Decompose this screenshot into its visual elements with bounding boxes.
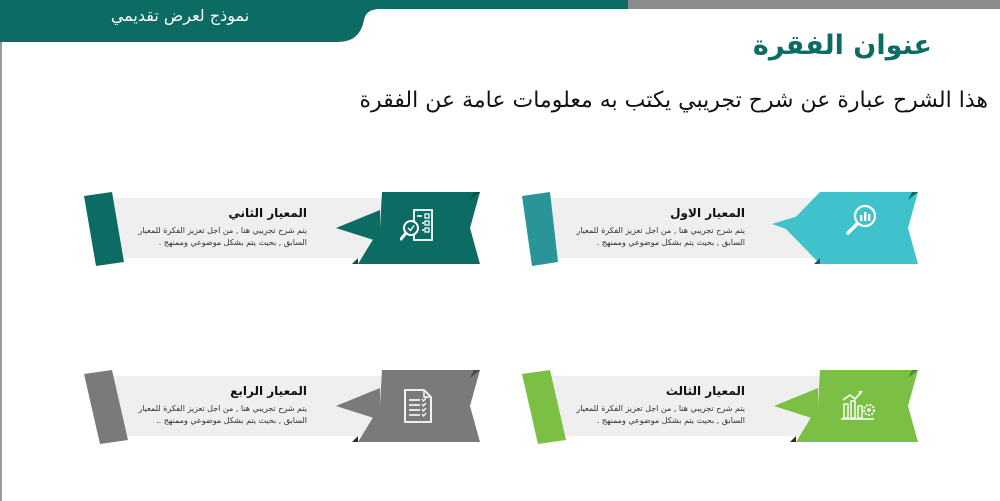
criterion-card-1 (520, 190, 940, 270)
checklist-magnifier-icon (400, 208, 436, 244)
criterion-card-3 (520, 368, 940, 448)
card-body: يتم شرح تجريبي هنا , من اجل تعزيز الفكرة للمعيار السابق , بحيث يتم بشكل موضوعي وممنهج . (576, 226, 745, 247)
card-title: المعيار الثاني (228, 206, 307, 220)
card-body: يتم شرح تجريبي هنا , من اجل تعزيز الفكرة للمعيار السابق , بحيث يتم بشكل موضوعي وممنهج . (576, 404, 745, 425)
card-title: المعيار الاول (670, 206, 745, 220)
card-title: المعيار الرابع (230, 384, 307, 398)
page-subtitle: هذا الشرح عبارة عن شرح تجريبي يكتب به معلومات عامة عن الفقرة (359, 88, 988, 113)
growth-chart-gear-icon (840, 388, 876, 424)
document-checklist-icon (400, 388, 436, 424)
criterion-card-4 (82, 368, 502, 448)
card-title: المعيار الثالث (665, 384, 745, 398)
slide-tab (0, 0, 380, 42)
criterion-card-2 (82, 190, 502, 270)
top-bar-grey (628, 0, 1000, 9)
card-body: يتم شرح تجريبي هنا , من اجل تعزيز الفكرة للمعيار السابق , بحيث يتم بشكل موضوعي وممنهج . (138, 226, 307, 247)
card-body: يتم شرح تجريبي هنا , من اجل تعزيز الفكرة للمعيار السابق , بحيث يتم بشكل موضوعي وممنهج .. (138, 404, 307, 425)
page-title: عنوان الفقرة (752, 30, 932, 61)
magnifier-chart-icon (845, 202, 881, 238)
slide-tab-label: نموذج لعرض تقديمي (110, 6, 250, 25)
